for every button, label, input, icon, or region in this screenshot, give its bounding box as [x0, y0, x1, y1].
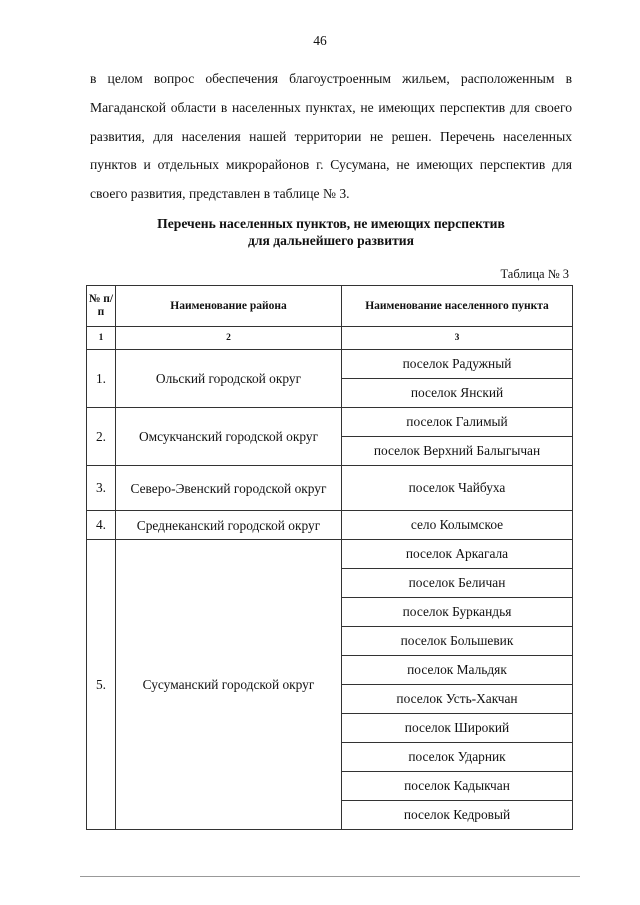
place-cell: село Колымское — [342, 511, 573, 540]
district-cell: Омсукчанский городской округ — [116, 408, 342, 466]
place-cell: поселок Беличан — [342, 569, 573, 598]
body-paragraph: в целом вопрос обеспечения благоустроенным жильем, расположенным в Магаданской области в населенных пунктах, не имеющих перспектив для своего развития, для населения нашей территории не решен. Перечень населенных пунктов и отдельных микрорайонов г. Сусумана, не имеющих перспектив для своего развития, представлен в таблице № 3. — [90, 71, 572, 202]
row-number: 2. — [87, 408, 116, 466]
place-cell: поселок Верхний Балыгычан — [342, 437, 573, 466]
place-cell: поселок Кадыкчан — [342, 772, 573, 801]
row-number: 4. — [87, 511, 116, 540]
table-row — [87, 350, 573, 379]
row-number: 5. — [87, 540, 116, 830]
settlements-table — [86, 285, 573, 830]
body-text — [90, 65, 572, 209]
index-cell: 3 — [342, 327, 573, 350]
place-cell: поселок Широкий — [342, 714, 573, 743]
place-cell: поселок Большевик — [342, 627, 573, 656]
place-cell: поселок Янский — [342, 379, 573, 408]
table-row — [87, 540, 573, 569]
district-cell: Ольский городской округ — [116, 350, 342, 408]
table-title-line-2: для дальнейшего развития — [248, 233, 414, 248]
place-cell: поселок Усть-Хакчан — [342, 685, 573, 714]
row-number: 1. — [87, 350, 116, 408]
district-cell: Сусуманский городской округ — [116, 540, 342, 830]
header-district: Наименование района — [116, 286, 342, 327]
place-cell: поселок Аркагала — [342, 540, 573, 569]
table-title-line-1: Перечень населенных пунктов, не имеющих перспектив — [157, 216, 505, 231]
table-body — [87, 350, 573, 830]
index-cell: 1 — [87, 327, 116, 350]
table-row — [87, 466, 573, 511]
table-header-row — [87, 286, 573, 327]
header-num: № п/п — [87, 286, 116, 327]
table-row — [87, 408, 573, 437]
place-cell: поселок Мальдяк — [342, 656, 573, 685]
page-bottom-rule — [80, 876, 580, 877]
table-row — [87, 511, 573, 540]
header-place: Наименование населенного пункта — [342, 286, 573, 327]
index-cell: 2 — [116, 327, 342, 350]
place-cell: поселок Чайбуха — [342, 466, 573, 511]
district-cell: Северо-Эвенский городской округ — [116, 466, 342, 511]
place-cell: поселок Кедровый — [342, 801, 573, 830]
place-cell: поселок Галимый — [342, 408, 573, 437]
district-cell: Среднеканский городской округ — [116, 511, 342, 540]
table-index-row — [87, 327, 573, 350]
place-cell: поселок Радужный — [342, 350, 573, 379]
row-number: 3. — [87, 466, 116, 511]
place-cell: поселок Буркандья — [342, 598, 573, 627]
place-cell: поселок Ударник — [342, 743, 573, 772]
table-title — [90, 215, 572, 249]
page-number: 46 — [313, 33, 327, 48]
table-caption: Таблица № 3 — [500, 267, 569, 281]
